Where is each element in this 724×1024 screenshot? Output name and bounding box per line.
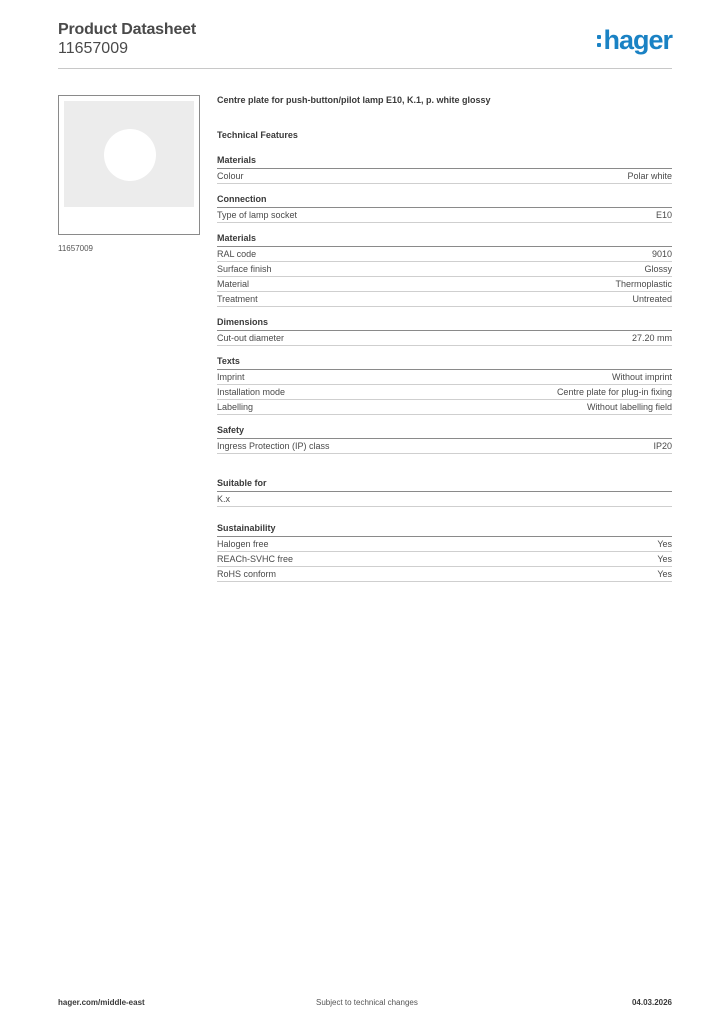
header-divider <box>58 68 672 69</box>
spec-label: REACh-SVHC free <box>217 554 294 564</box>
spec-label: Treatment <box>217 294 258 304</box>
spec-value: Yes <box>657 539 672 549</box>
spec-value: Untreated <box>632 294 672 304</box>
section-heading: Connection <box>217 184 672 208</box>
spec-label: Surface finish <box>217 264 272 274</box>
spec-row <box>217 247 672 262</box>
section-heading: Materials <box>217 145 672 169</box>
spec-value: 27.20 mm <box>631 333 672 343</box>
spec-row <box>217 537 672 552</box>
section-heading: Sustainability <box>217 513 672 537</box>
section-heading: Texts <box>217 346 672 370</box>
spec-label: K.x <box>217 494 231 504</box>
spec-value: E10 <box>655 210 672 220</box>
spec-row <box>217 331 672 346</box>
suitable-section <box>217 468 672 507</box>
spec-label: RoHS conform <box>217 569 277 579</box>
spec-row <box>217 552 672 567</box>
product-title: Centre plate for push-button/pilot lamp E10, K.1, p. white glossy <box>217 95 491 105</box>
spec-label: Installation mode <box>217 387 286 397</box>
spec-value: Thermoplastic <box>615 279 672 289</box>
spec-value: Centre plate for plug-in fixing <box>556 387 672 397</box>
sustainability-section <box>217 513 672 582</box>
spec-row <box>217 370 672 385</box>
spec-value: Yes <box>657 569 672 579</box>
centre-plate-illustration <box>64 101 194 207</box>
section-gap <box>217 454 672 468</box>
spec-row <box>217 277 672 292</box>
spec-row <box>217 567 672 582</box>
footer-note: Subject to technical changes <box>316 998 418 1007</box>
image-caption: 11657009 <box>58 244 93 253</box>
spec-label: Labelling <box>217 402 254 412</box>
spec-label: RAL code <box>217 249 257 259</box>
spec-row <box>217 208 672 223</box>
spec-value: Without labelling field <box>586 402 672 412</box>
product-code: 11657009 <box>58 40 128 57</box>
spec-section <box>217 346 672 415</box>
spec-value: Polar white <box>627 171 672 181</box>
hager-logo <box>597 25 672 55</box>
page-header <box>58 21 672 69</box>
spec-label: Ingress Protection (IP) class <box>217 441 330 451</box>
spec-value: 9010 <box>651 249 672 259</box>
product-image <box>58 95 200 235</box>
spec-label: Cut-out diameter <box>217 333 285 343</box>
section-heading: Suitable for <box>217 468 672 492</box>
spec-section <box>217 184 672 223</box>
spec-section <box>217 223 672 307</box>
spec-section <box>217 513 672 582</box>
spec-value: Yes <box>657 554 672 564</box>
spec-label: Type of lamp socket <box>217 210 298 220</box>
spec-label: Material <box>217 279 250 289</box>
spec-section <box>217 415 672 454</box>
spec-label: Halogen free <box>217 539 269 549</box>
spec-row <box>217 439 672 454</box>
spec-section <box>217 307 672 346</box>
spec-row <box>217 169 672 184</box>
spec-row <box>217 492 672 507</box>
spec-value: IP20 <box>653 441 672 451</box>
spec-label: Imprint <box>217 372 245 382</box>
spec-value: Glossy <box>644 264 672 274</box>
page-title: Product Datasheet <box>58 21 196 38</box>
spec-value: Without imprint <box>611 372 672 382</box>
spec-section <box>217 468 672 507</box>
logo-text: hager <box>603 25 672 55</box>
footer-website: hager.com/middle-east <box>58 998 145 1007</box>
logo-dots-icon <box>597 35 601 47</box>
spec-row <box>217 400 672 415</box>
footer-date: 04.03.2026 <box>631 998 672 1007</box>
spec-row <box>217 292 672 307</box>
section-heading: Safety <box>217 415 672 439</box>
feature-sections <box>217 145 672 454</box>
spec-section <box>217 145 672 184</box>
spec-row <box>217 262 672 277</box>
technical-features-title: Technical Features <box>217 130 298 140</box>
spec-row <box>217 385 672 400</box>
plate-hole <box>104 129 156 181</box>
spec-content <box>217 95 672 582</box>
spec-label: Colour <box>217 171 244 181</box>
section-heading: Dimensions <box>217 307 672 331</box>
section-heading: Materials <box>217 223 672 247</box>
